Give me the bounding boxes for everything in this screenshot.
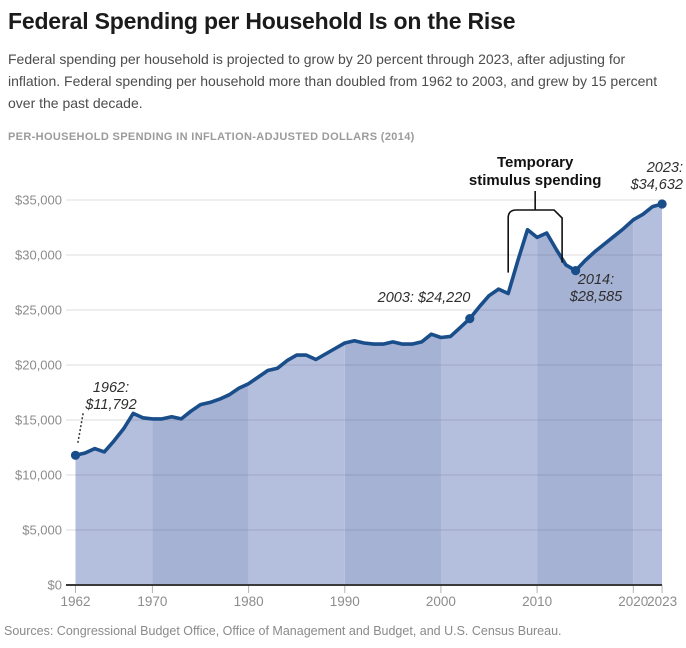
- y-tick-label: $5,000: [22, 522, 62, 537]
- x-tick-label: 1962: [60, 593, 91, 609]
- intro-text: Federal spending per household is projected to grow by 20 percent through 2023, after adjusting for inflation. Federal spending per household more than doubled from 1962 to 2003, and grew by 15 percent over the past decade.: [8, 51, 658, 111]
- data-point-dot: [658, 199, 667, 208]
- y-tick-label: $0: [47, 577, 62, 592]
- decade-band: [537, 185, 633, 585]
- page-title: Federal Spending per Household Is on the Rise: [8, 8, 516, 34]
- x-tick-label: 2023: [647, 593, 678, 609]
- chart-area: [0, 145, 683, 620]
- x-tick-label: 2020: [618, 593, 649, 609]
- x-tick-label: 1980: [233, 593, 264, 609]
- point-annotation: $28,585: [569, 288, 623, 305]
- y-tick-label: $10,000: [15, 467, 62, 482]
- x-tick-label: 2010: [522, 593, 553, 609]
- y-tick-label: $25,000: [15, 302, 62, 317]
- bracket-annotation-label: stimulus spending: [468, 171, 602, 189]
- data-point-dot: [465, 314, 474, 323]
- point-annotation: 2023:: [646, 159, 683, 176]
- y-tick-label: $30,000: [15, 247, 62, 262]
- point-annotation: 1962:: [92, 379, 130, 396]
- chart-caption: PER-HOUSEHOLD SPENDING IN INFLATION-ADJUSTED DOLLARS (2014): [8, 130, 415, 143]
- y-tick-label: $20,000: [15, 357, 62, 372]
- point-annotation: 2003: $24,220: [377, 289, 471, 306]
- bracket-annotation-label: Temporary: [496, 153, 574, 171]
- x-tick-label: 1970: [137, 593, 168, 609]
- dotted-leader-line: [78, 414, 84, 445]
- data-point-dot: [71, 450, 80, 459]
- decade-band: [633, 185, 662, 585]
- point-annotation: 2014:: [577, 271, 615, 288]
- sources-note: Sources: Congressional Budget Office, Office of Management and Budget, and U.S. Census Bureau.: [4, 623, 562, 638]
- spending-area-chart: [0, 145, 686, 615]
- decade-band: [152, 185, 248, 585]
- x-tick-label: 1990: [329, 593, 360, 609]
- y-tick-label: $15,000: [15, 412, 62, 427]
- y-tick-label: $35,000: [15, 192, 62, 207]
- decade-band: [345, 185, 441, 585]
- point-annotation: $34,632: [630, 176, 683, 193]
- area-fill: [76, 185, 663, 585]
- point-annotation: $11,792: [85, 396, 137, 413]
- decade-band: [249, 185, 345, 585]
- x-tick-label: 2000: [425, 593, 456, 609]
